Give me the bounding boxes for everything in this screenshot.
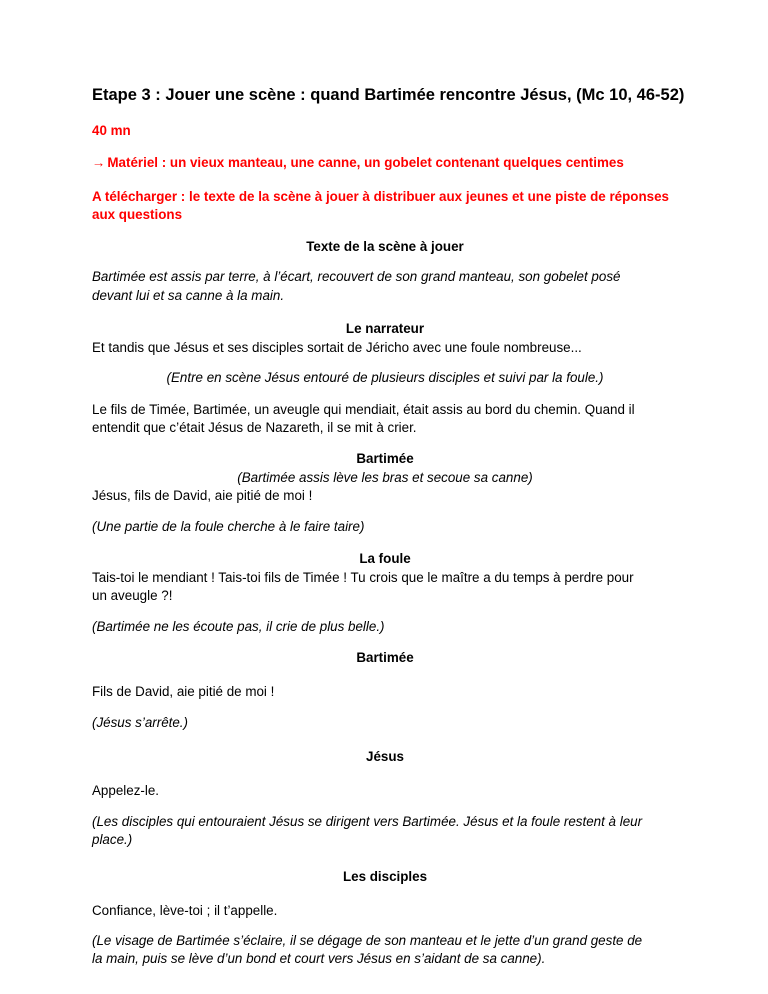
- stage-direction: (Bartimée assis lève les bras et secoue sa canne): [237, 470, 533, 485]
- stage-direction: (Bartimée ne les écoute pas, il crie de plus belle.): [92, 619, 385, 634]
- stage-direction: (Entre en scène Jésus entouré de plusieurs disciples et suivi par la foule.): [166, 370, 604, 385]
- stage-direction-line-2: la main, puis se lève d’un bond et court vers Jésus en s’aidant de sa canne).: [92, 951, 546, 966]
- speaker-disciples: Les disciples: [342, 869, 428, 884]
- duration: 40 mn: [92, 123, 131, 138]
- speaker-bartimee: Bartimée: [356, 650, 414, 665]
- narrateur-line-2: Le fils de Timée, Bartimée, un aveugle qui mendiait, était assis au bord du chemin. Quand il: [92, 402, 635, 417]
- document-page: [92, 0, 685, 994]
- stage-direction-line-1: (Le visage de Bartimée s’éclaire, il se dégage de son manteau et le jette d’un grand geste de: [92, 933, 643, 948]
- stage-direction-line-1: (Les disciples qui entouraient Jésus se dirigent vers Bartimée. Jésus et la foule restent à leur: [92, 814, 643, 829]
- stage-direction: (Une partie de la foule cherche à le faire taire): [92, 519, 365, 534]
- bartimee-line: Jésus, fils de David, aie pitié de moi !: [92, 488, 313, 503]
- foule-line-2: un aveugle ?!: [92, 588, 173, 603]
- intro-line-1: Bartimée est assis par terre, à l’écart, recouvert de son grand manteau, son gobelet posé: [92, 269, 621, 284]
- scene-heading: Texte de la scène à jouer: [306, 239, 464, 254]
- page-title: Etape 3 : Jouer une scène : quand Bartimée rencontre Jésus, (Mc 10, 46-52): [92, 86, 685, 104]
- speaker-bartimee: Bartimée: [356, 451, 414, 466]
- jesus-line: Appelez-le.: [92, 783, 159, 798]
- materiel-line: [92, 154, 624, 172]
- materiel-text: Matériel : un vieux manteau, une canne, un gobelet contenant quelques centimes: [107, 155, 624, 170]
- intro-line-2: devant lui et sa canne à la main.: [92, 288, 285, 303]
- stage-direction-line-2: place.): [92, 832, 133, 847]
- disciples-line: Confiance, lève-toi ; il t’appelle.: [92, 903, 278, 918]
- arrow-right-icon: →: [92, 155, 106, 170]
- download-line-2: aux questions: [92, 207, 183, 222]
- download-line-1: A télécharger : le texte de la scène à jouer à distribuer aux jeunes et une piste de réponses: [92, 189, 670, 204]
- speaker-foule: La foule: [359, 551, 411, 566]
- stage-direction: (Jésus s’arrête.): [92, 715, 188, 730]
- bartimee-line: Fils de David, aie pitié de moi !: [92, 684, 275, 699]
- narrateur-line-1: Et tandis que Jésus et ses disciples sortait de Jéricho avec une foule nombreuse...: [92, 340, 582, 355]
- speaker-narrateur: Le narrateur: [345, 321, 425, 336]
- foule-line-1: Tais-toi le mendiant ! Tais-toi fils de Timée ! Tu crois que le maître a du temps à perdre pour: [92, 570, 634, 585]
- speaker-jesus: Jésus: [366, 749, 404, 764]
- narrateur-line-3: entendit que c’était Jésus de Nazareth, il se mit à crier.: [92, 420, 417, 435]
